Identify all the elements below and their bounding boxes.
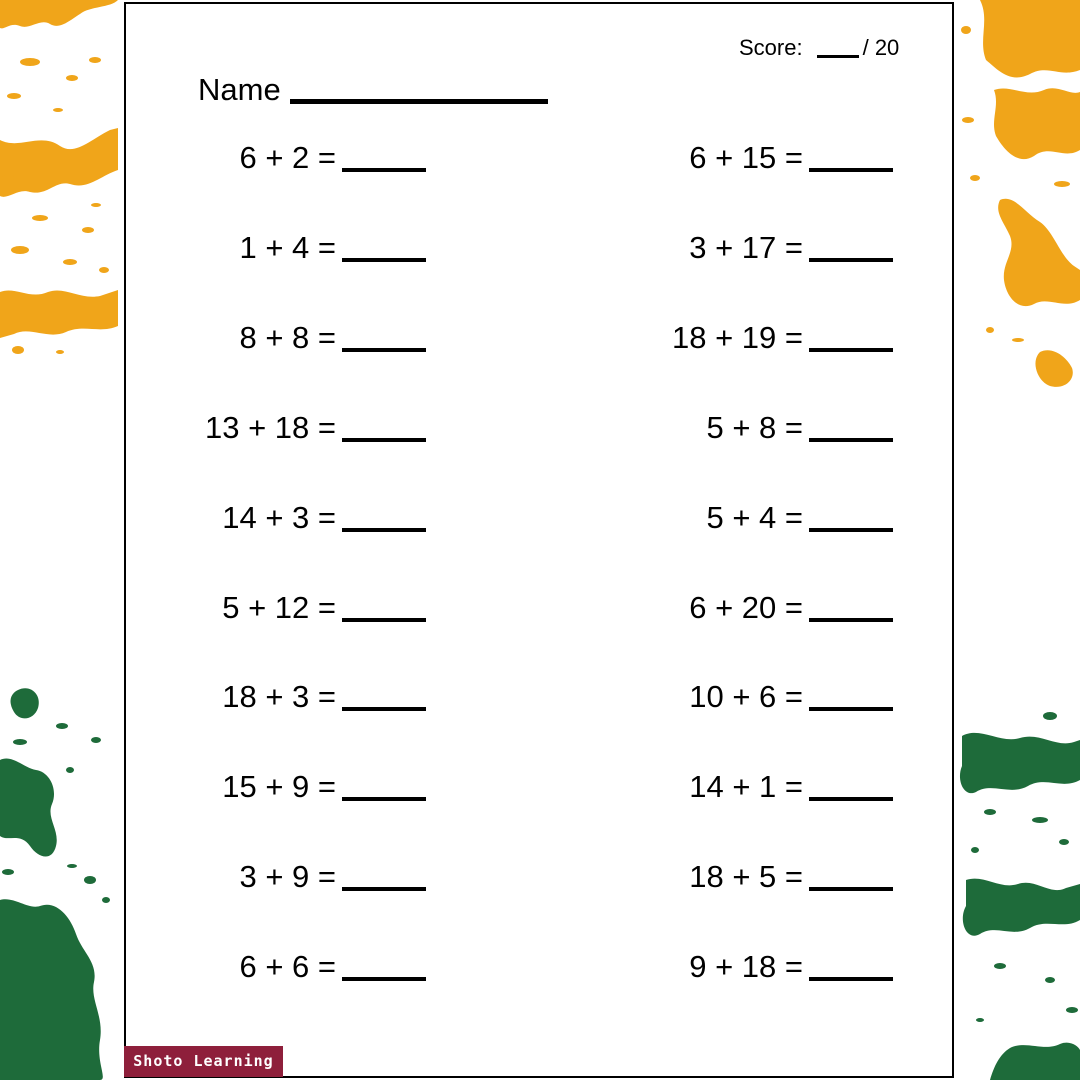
answer-blank-right-9[interactable] [809, 887, 893, 891]
problem-left-10: 6 + 6 = [239, 949, 336, 984]
answer-blank-left-2[interactable] [342, 258, 426, 262]
problem-left-5: 14 + 3 = [222, 500, 336, 535]
problem-left-3: 8 + 8 = [239, 320, 336, 355]
problem-left-6: 5 + 12 = [222, 590, 336, 625]
name-field[interactable] [290, 99, 548, 104]
problem-left-1: 6 + 2 = [239, 140, 336, 175]
answer-blank-right-8[interactable] [809, 797, 893, 801]
problem-right-4: 5 + 8 = [706, 410, 803, 445]
problem-right-3: 18 + 19 = [671, 320, 803, 355]
problem-right-1: 6 + 15 = [689, 140, 803, 175]
problem-right-2: 3 + 17 = [689, 230, 803, 265]
problem-right-7: 10 + 6 = [689, 679, 803, 714]
answer-blank-right-7[interactable] [809, 707, 893, 711]
answer-blank-right-4[interactable] [809, 438, 893, 442]
problem-right-5: 5 + 4 = [706, 500, 803, 535]
answer-blank-left-3[interactable] [342, 348, 426, 352]
problem-left-8: 15 + 9 = [222, 769, 336, 804]
problem-right-8: 14 + 1 = [689, 769, 803, 804]
problem-left-2: 1 + 4 = [239, 230, 336, 265]
score-box [739, 34, 899, 62]
answer-blank-right-2[interactable] [809, 258, 893, 262]
brand-badge: Shoto Learning [124, 1046, 283, 1077]
score-total: / 20 [862, 35, 900, 60]
answer-blank-right-6[interactable] [809, 618, 893, 622]
problem-right-9: 18 + 5 = [689, 859, 803, 894]
answer-blank-left-10[interactable] [342, 977, 426, 981]
answer-blank-left-1[interactable] [342, 168, 426, 172]
answer-blank-left-5[interactable] [342, 528, 426, 532]
problem-left-4: 13 + 18 = [204, 410, 336, 445]
problem-right-6: 6 + 20 = [689, 590, 803, 625]
problem-left-9: 3 + 9 = [239, 859, 336, 894]
answer-blank-left-4[interactable] [342, 438, 426, 442]
score-label: Score: [739, 35, 803, 60]
answer-blank-left-9[interactable] [342, 887, 426, 891]
answer-blank-left-8[interactable] [342, 797, 426, 801]
answer-blank-right-1[interactable] [809, 168, 893, 172]
answer-blank-left-7[interactable] [342, 707, 426, 711]
problem-left-7: 18 + 3 = [222, 679, 336, 714]
answer-blank-right-10[interactable] [809, 977, 893, 981]
answer-blank-left-6[interactable] [342, 618, 426, 622]
answer-blank-right-3[interactable] [809, 348, 893, 352]
worksheet-page [124, 2, 954, 1078]
score-blank[interactable] [817, 55, 859, 58]
problem-right-10: 9 + 18 = [689, 949, 803, 984]
answer-blank-right-5[interactable] [809, 528, 893, 532]
name-label: Name [198, 72, 281, 107]
